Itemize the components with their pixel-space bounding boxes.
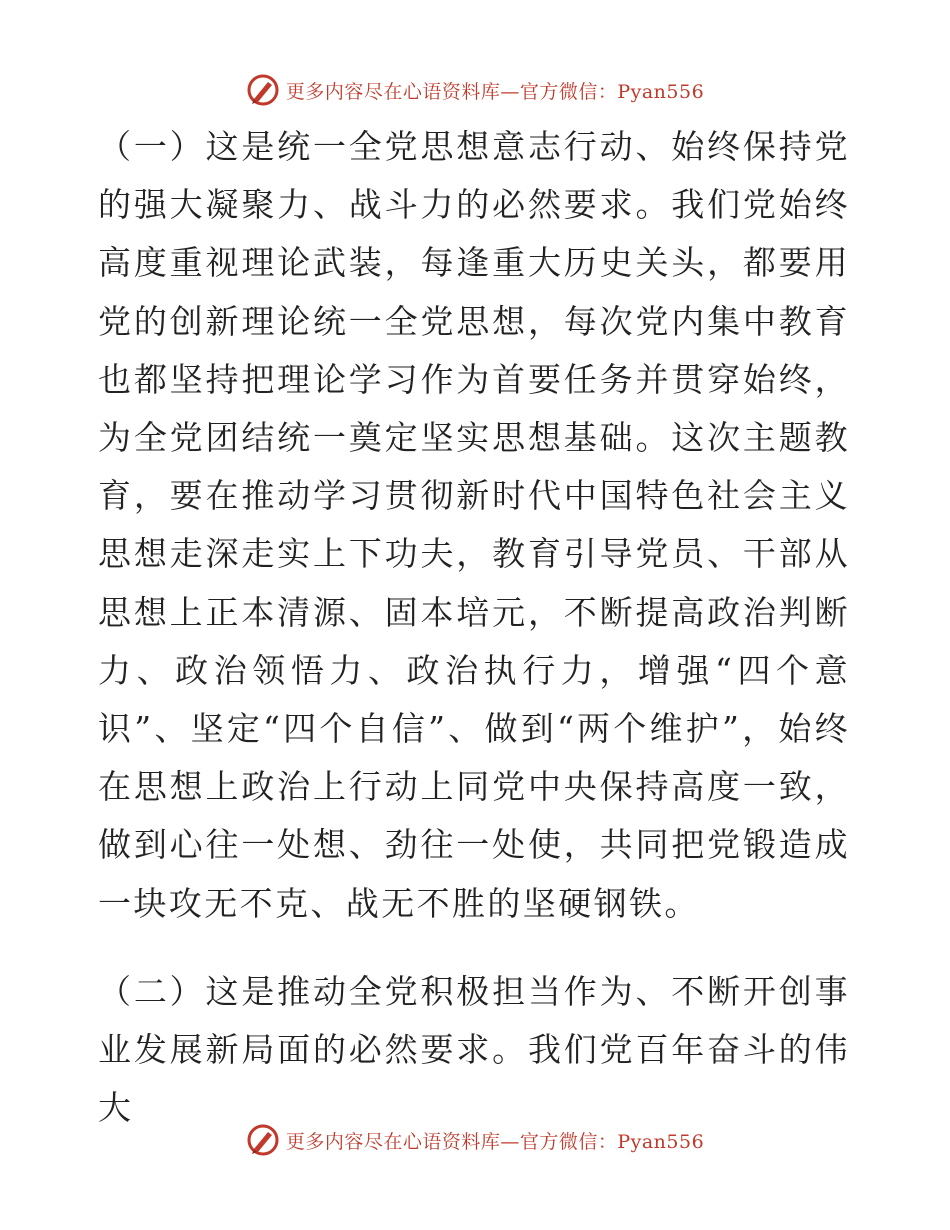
document-body <box>98 118 850 1137</box>
paragraph-1: （一）这是统一全党思想意志行动、始终保持党的强大凝聚力、战斗力的必然要求。我们党始终高度重视理论武装，每逢重大历史关头，都要用党的创新理论统一全党思想，每次党内集中教育也都坚持把理论学习作为首要任务并贯穿始终，为全党团结统一奠定坚实思想基础。这次主题教育，要在推动学习贯彻新时代中国特色社会主义思想走深走实上下功夫，教育引导党员、干部从思想上正本清源、固本培元，不断提高政治判断力、政治领悟力、政治执行力，增强“四个意识”、坚定“四个自信”、做到“两个维护”，始终在思想上政治上行动上同党中央保持高度一致，做到心往一处想、劲往一处使，共同把党锻造成一块攻无不克、战无不胜的坚硬钢铁。 <box>98 127 850 923</box>
header-banner-text: 更多内容尽在心语资料库—官方微信：Pyan556 <box>285 80 705 103</box>
footer-banner-text: 更多内容尽在心语资料库—官方微信：Pyan556 <box>285 1130 705 1153</box>
paragraph-2: （二）这是推动全党积极担当作为、不断开创事业发展新局面的必然要求。我们党百年奋斗的伟大 <box>98 971 850 1128</box>
footer-banner <box>0 1120 950 1160</box>
header-banner <box>0 70 950 110</box>
pen-logo-icon <box>246 1123 280 1157</box>
pen-logo-icon <box>246 73 280 107</box>
